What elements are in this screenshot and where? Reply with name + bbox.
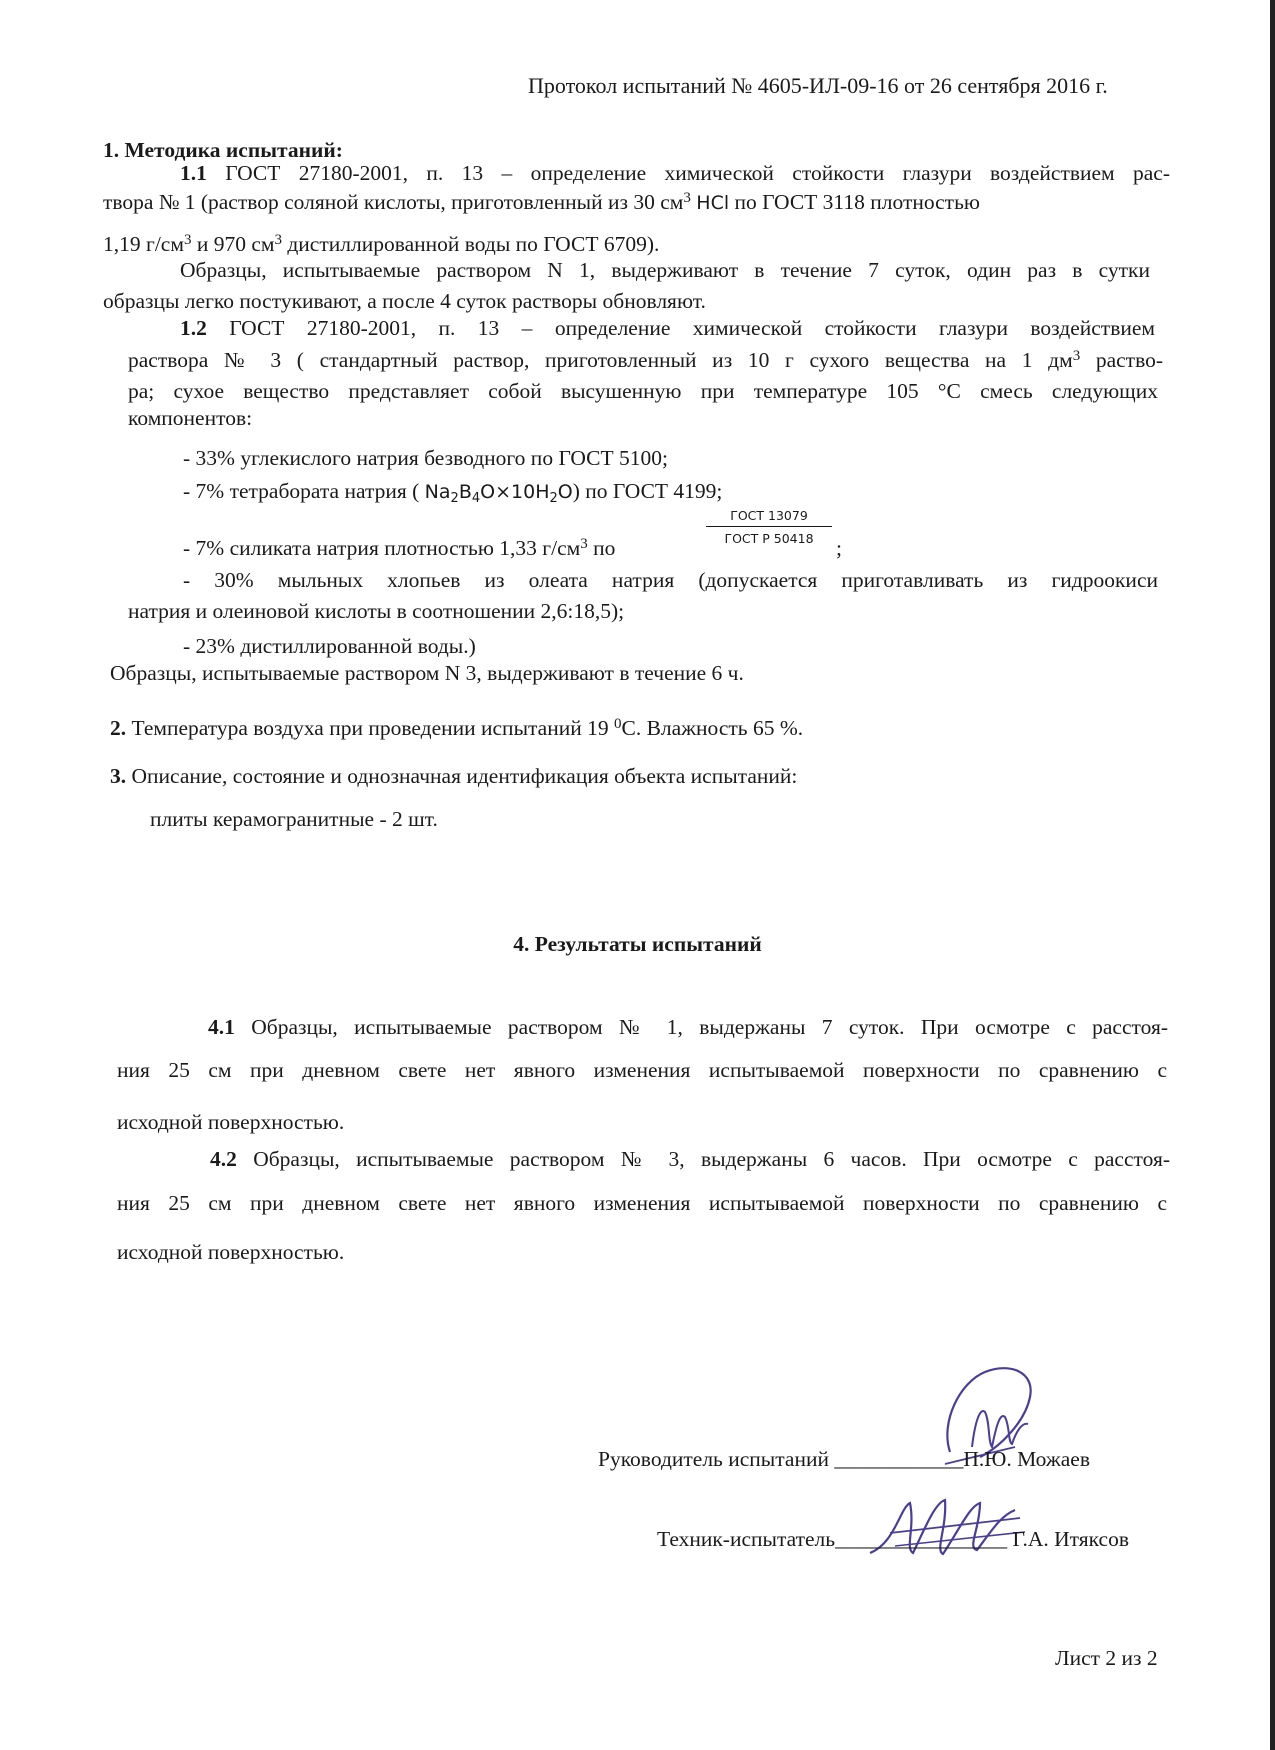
component-2: - 7% тетрабората натрия ( $Na_2B_4O\times 10H_2O$) по ГОСТ 4199; <box>183 479 723 506</box>
s1-2-line4: компонентов: <box>128 406 253 430</box>
section-3-object: плиты керамогранитные - 2 шт. <box>150 807 438 831</box>
section-1-heading: 1. Методика испытаний: <box>103 138 343 162</box>
section-3: 3. Описание, состояние и однозначная идентификация объекта испытаний: <box>110 764 798 788</box>
page-number: Лист 2 из 2 <box>1055 1646 1158 1670</box>
signatory-2: Техник-испытатель________________ Г.А. Итяксов <box>657 1527 1129 1551</box>
result-4-1-line3: исходной поверхностью. <box>117 1110 345 1134</box>
component-4-line1: - 30% мыльных хлопьев из олеата натрия (допускается приготавливать из гидроокиси <box>183 568 1158 592</box>
s1-2-line1: 1.2 ГОСТ 27180-2001, п. 13 – определение химической стойкости глазури воздействием <box>180 316 1156 340</box>
component-1: - 33% углекислого натрия безводного по ГОСТ 5100; <box>183 446 668 470</box>
s1-2-note: Образцы, испытываемые раствором N 3, выдерживают в течение 6 ч. <box>110 661 744 685</box>
scan-edge <box>1270 0 1275 1750</box>
result-4-2-line3: исходной поверхностью. <box>117 1240 345 1264</box>
s1-2-line2: раствора № 3 ( стандартный раствор, приготовленный из 10 г сухого вещества на 1 $дм^3$ раство- <box>128 348 1163 372</box>
result-4-2-line1: 4.2 Образцы, испытываемые раствором № 3, выдержаны 6 часов. При осмотре с расстоя- <box>210 1147 1170 1171</box>
component-5: - 23% дистиллированной воды.) <box>183 634 476 658</box>
signatory-1: Руководитель испытаний ____________П.Ю. Можаев <box>598 1447 1090 1471</box>
result-4-1-line2: ния 25 см при дневном свете нет явного изменения испытываемой поверхности по сравнению с <box>117 1058 1167 1082</box>
section-2: 2. Температура воздуха при проведении испытаний 19 $^0$С. Влажность 65 %. <box>110 716 804 740</box>
result-4-2-line2: ния 25 см при дневном свете нет явного изменения испытываемой поверхности по сравнению с <box>117 1191 1167 1215</box>
s1-1-note-line2: образцы легко постукивают, а после 4 суток растворы обновляют. <box>103 289 706 313</box>
s1-1-line1: 1.1 ГОСТ 27180-2001, п. 13 – определение химической стойкости глазури воздействием рас- <box>180 161 1170 185</box>
s1-1-note-line1: Образцы, испытываемые раствором N 1, выдерживают в течение 7 суток, один раз в сутки <box>180 258 1150 282</box>
s1-2-line3: ра; сухое вещество представляет собой высушенную при температуре 105 °С смесь следующих <box>128 379 1158 403</box>
component-4-line2: натрия и олеиновой кислоты в соотношении 2,6:18,5); <box>128 599 625 623</box>
s1-1-line3: 1,19 $г/см^3$ и 970 $см^3$ дистиллированной воды по ГОСТ 6709). <box>103 232 660 256</box>
result-4-1-line1: 4.1 Образцы, испытываемые раствором № 1, выдержаны 7 суток. При осмотре с расстоя- <box>208 1015 1169 1039</box>
component-3: - 7% силиката натрия плотностью 1,33 $г/см^3$ по <box>183 536 616 560</box>
s1-1-line2: твора № 1 (раствор соляной кислоты, приготовленный из 30 $см^3$ HCl по ГОСТ 3118 плотностью <box>103 190 980 214</box>
section-4-heading: 4. Результаты испытаний <box>513 932 762 956</box>
component-3-end: ; <box>836 536 842 560</box>
gost-fraction: ГОСТ 13079 ГОСТ Р 50418 <box>706 508 832 546</box>
protocol-header: Протокол испытаний № 4605-ИЛ-09-16 от 26 сентября 2016 г. <box>528 73 1108 98</box>
